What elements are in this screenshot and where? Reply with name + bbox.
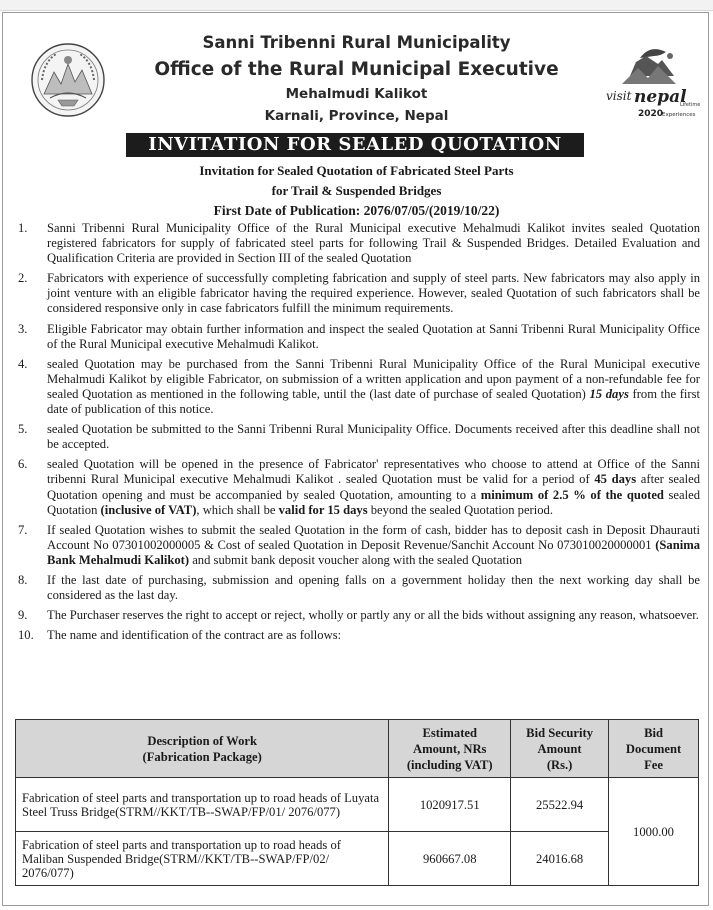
clause-item — [12, 357, 700, 417]
clause-text: (Sanima Bank Mehalmudi Kalikot) — [47, 537, 700, 567]
clause-number: 9. — [18, 608, 28, 623]
clause-text: (inclusive of VAT) — [100, 502, 197, 517]
clause-item — [12, 271, 700, 316]
clause-text: If the last date of purchasing, submission and opening falls on a government holiday then the next working day shall be considered as the last day. — [47, 572, 700, 603]
clause-text: The Purchaser reserves the right to accept or reject, wholly or partly any or all the bids without assigning any reason, whatsoever. — [47, 608, 699, 623]
table-row — [16, 778, 699, 832]
clause-text: , which shall be — [196, 502, 279, 517]
location-line: Mehalmudi Kalikot — [285, 86, 428, 102]
col-header-estimated-amount: Estimated Amount, NRs (including VAT) — [389, 720, 511, 778]
clause-text: sealed Quotation will be opened in the presence of Fabricator' representatives who choose to attend at Office of the Sanni tribenni Rural Municipal executive Mehalmudi Kalikot . sealed Quotation must be valid for a period of — [47, 457, 700, 487]
clause-item — [12, 322, 700, 352]
clause-item — [12, 422, 700, 452]
clause-number: 1. — [18, 221, 28, 235]
svg-text:Experiences: Experiences — [662, 112, 696, 118]
clause-number: 2. — [18, 271, 28, 286]
clause-item — [12, 457, 700, 517]
bid-security-amount: 25522.94 — [511, 778, 609, 832]
clause-text: 45 days — [594, 472, 637, 487]
notice-subtitle-2: for Trail & Suspended Bridges — [271, 183, 442, 198]
clause-text: The name and identification of the contract are as follows: — [47, 628, 342, 643]
clause-text: and submit bank deposit voucher along with the sealed Quotation — [189, 552, 523, 567]
table-header-row — [16, 720, 699, 778]
clause-number: 7. — [18, 522, 28, 537]
bid-document-fee: 1000.00 — [609, 778, 699, 886]
clause-number: 8. — [18, 572, 28, 587]
publication-date: First Date of Publication: 2076/07/05/(2019/10/22) — [213, 203, 500, 218]
clause-text: valid for 15 days — [278, 502, 368, 517]
clause-text: Fabricators with experience of successfully completing fabrication and supply of steel parts. New fabricators may also apply in joint venture with an eligible fabricator having the required experience. However, sealed Quotation of such fabricators shall be considered responsive only in case fabricators fulfill the minimum requirements. — [47, 271, 700, 316]
clause-number: 6. — [18, 457, 28, 472]
svg-text:nepal: nepal — [634, 87, 687, 107]
clause-text: sealed Quotation be submitted to the Sanni Tribenni Rural Municipality Office. Documents received after this deadline shall not be accepted. — [47, 422, 700, 452]
clause-item — [12, 221, 700, 266]
clause-text: Eligible Fabricator may obtain further information and inspect the sealed Quotation at Sanni Tribenni Rural Municipality Office of the Rural Municipal executive Mehalmudi Kalikot. — [47, 321, 700, 351]
clause-item — [12, 573, 700, 603]
svg-text:Lifetime: Lifetime — [680, 102, 701, 108]
clause-text: minimum of 2.5 % of the quoted — [480, 487, 664, 502]
clause-text: from the first date of publication of this notice. — [47, 386, 701, 417]
col-header-description: Description of Work (Fabrication Package) — [16, 720, 389, 778]
office-name: Office of the Rural Municipal Executive — [154, 59, 559, 80]
clause-text: Sanni Tribenni Rural Municipality Office of the Rural Municipal executive Mehalmudi Kalikot invites sealed Quotation registered fabricators for supply of fabricated steel parts for following Trail & Suspended Bridges. Detailed Evaluation and Qualification Criteria are provided in Section III of the sealed Quotation — [47, 221, 700, 266]
estimated-amount: 960667.08 — [389, 832, 511, 886]
clause-text: 15 days — [589, 386, 629, 401]
clause-number: 10. — [18, 628, 34, 643]
estimated-amount: 1020917.51 — [389, 778, 511, 832]
table-row — [16, 832, 699, 886]
bid-security-amount: 24016.68 — [511, 832, 609, 886]
clause-text: If sealed Quotation wishes to submit the sealed Quotation in the form of cash, bidder has to deposit cash in Deposit Dhaurauti Account No 07301002000005 & Cost of sealed Quotation in Deposit Revenue/Sanchit Account No 073010020000001 — [47, 522, 700, 552]
clause-text: sealed Quotation may be purchased from the Sanni Tribenni Rural Municipality Office of the Rural Municipal executive Mehalmudi Kalikot by eligible Fabricator, on submission of a written application and upon payment of a non-refundable fee for sealed Quotation as mentioned in the following table, until the (last date of purchase of sealed Quotation) — [47, 356, 700, 401]
notice-subtitle: Invitation for Sealed Quotation of Fabricated Steel Parts — [199, 163, 514, 178]
clause-number: 3. — [18, 321, 28, 336]
col-header-document-fee: Bid Document Fee — [609, 720, 699, 778]
clause-text: beyond the sealed Quotation period. — [367, 502, 553, 517]
svg-text:visit: visit — [606, 89, 632, 103]
municipality-name: Sanni Tribenni Rural Municipality — [202, 33, 511, 52]
contract-table — [15, 719, 699, 886]
clause-item — [12, 523, 700, 568]
clause-number: 4. — [18, 356, 28, 371]
nepal-emblem-icon — [30, 42, 106, 118]
top-rule — [0, 0, 713, 11]
clause-item — [12, 628, 700, 643]
clause-item — [12, 608, 700, 623]
notice-clauses — [12, 221, 700, 648]
svg-text:2020: 2020 — [638, 109, 664, 119]
clause-text: sealed Quotation — [47, 487, 700, 517]
notice-title-banner: INVITATION FOR SEALED QUOTATION — [126, 133, 584, 157]
province-line: Karnali, Province, Nepal — [264, 108, 449, 124]
col-header-bid-security: Bid Security Amount (Rs.) — [511, 720, 609, 778]
clause-text: after sealed Quotation opening and must be accompanied by sealed Quotation, amounting to a — [47, 472, 700, 502]
work-description: Fabrication of steel parts and transportation up to road heads of Maliban Suspended Bridge(STRM//KKT/TB--SWAP/FP/02/ 2076/077) — [16, 832, 389, 886]
work-description: Fabrication of steel parts and transportation up to road heads of Luyata Steel Truss Bridge(STRM//KKT/TB--SWAP/FP/01/ 2076/077) — [16, 778, 389, 832]
clause-number: 5. — [18, 422, 28, 437]
